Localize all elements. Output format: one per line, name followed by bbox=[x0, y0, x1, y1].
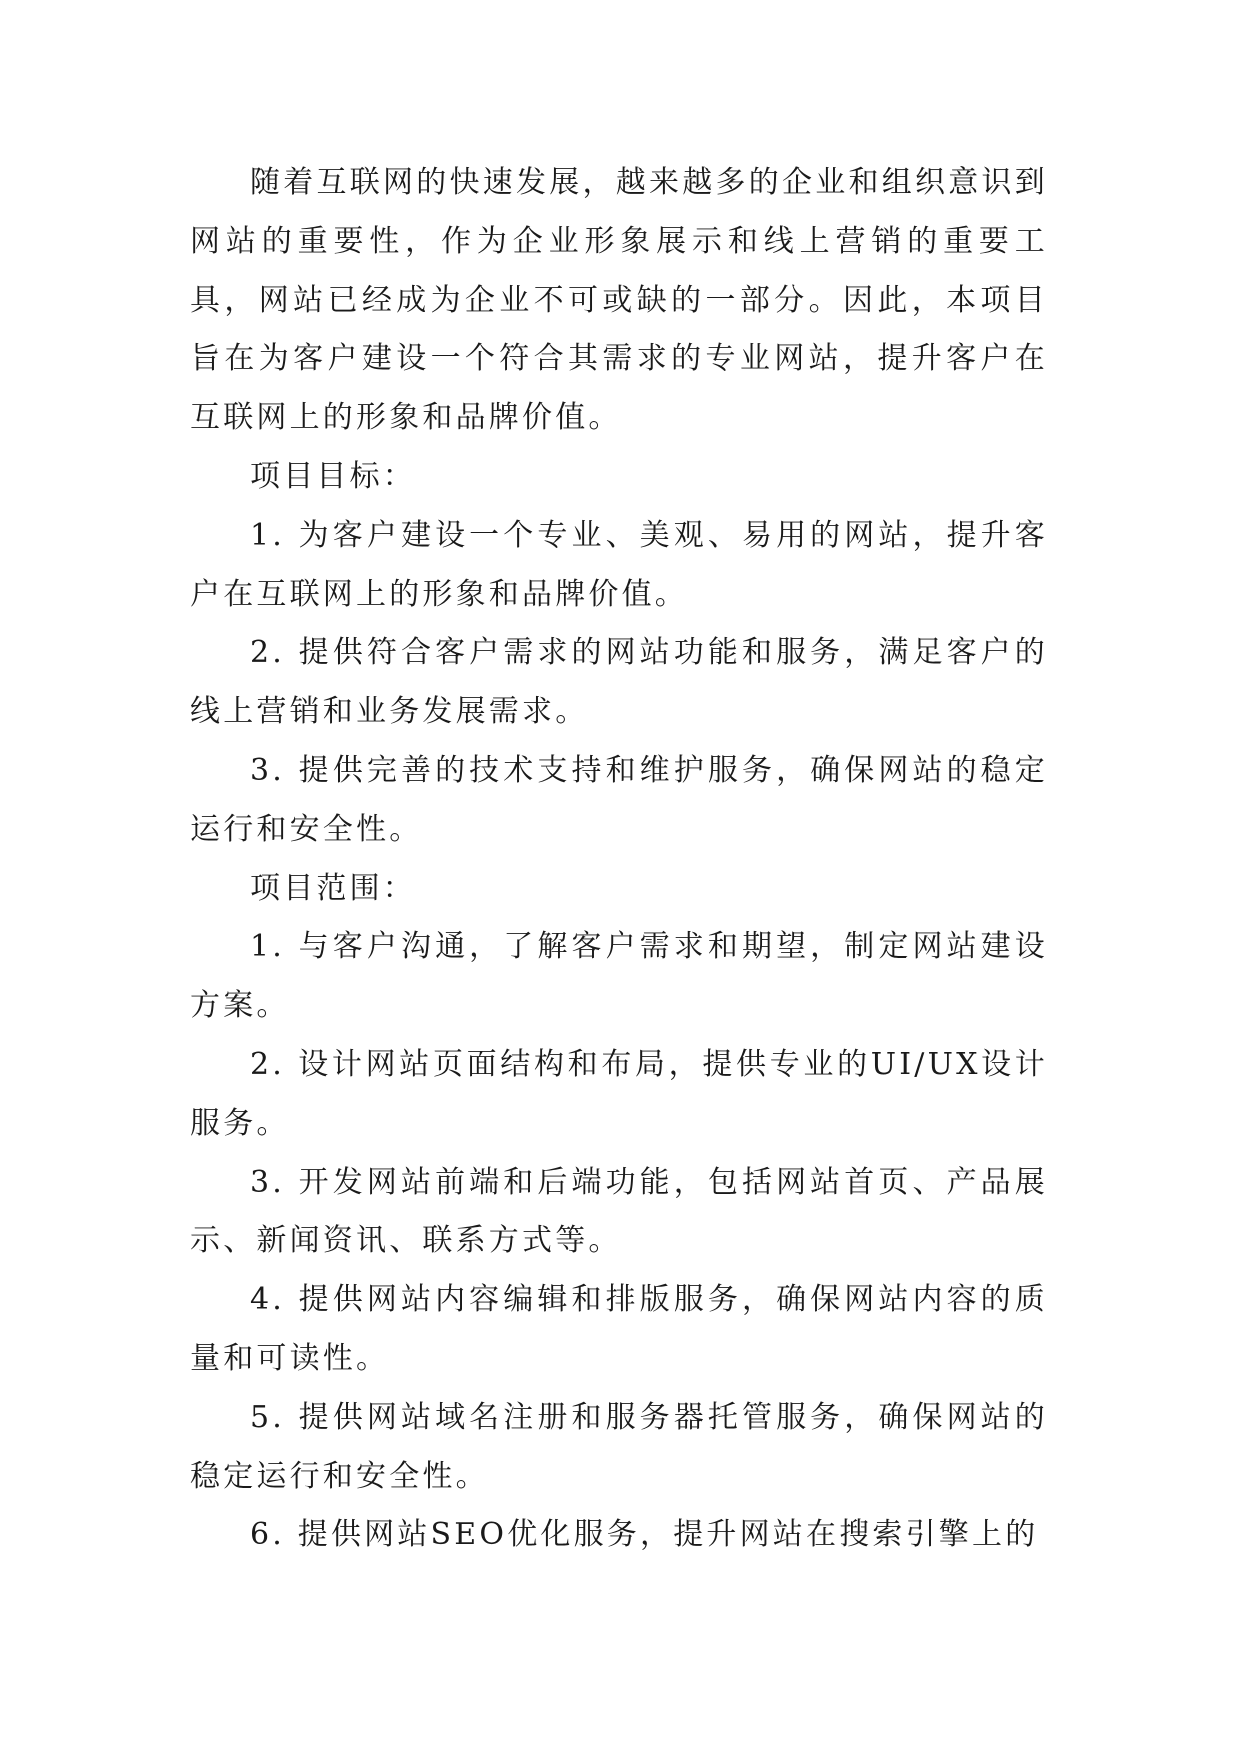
goal-item-2: 2. 提供符合客户需求的网站功能和服务，满足客户的线上营销和业务发展需求。 bbox=[190, 635, 1048, 730]
heading-project-scope: 项目范围： bbox=[250, 870, 416, 906]
heading-project-goals: 项目目标： bbox=[250, 458, 416, 494]
scope-item-6: 6. 提供网站SEO优化服务，提升网站在搜索引擎上的 bbox=[250, 1517, 1039, 1553]
scope-item-5: 5. 提供网站域名注册和服务器托管服务，确保网站的稳定运行和安全性。 bbox=[190, 1399, 1048, 1494]
paragraph-intro: 随着互联网的快速发展，越来越多的企业和组织意识到网站的重要性，作为企业形象展示和线上营销的重要工具，网站已经成为企业不可或缺的一部分。因此，本项目旨在为客户建设一个符合其需求的专业网站，提升客户在互联网上的形象和品牌价值。 bbox=[190, 165, 1048, 436]
goal-item-1: 1. 为客户建设一个专业、美观、易用的网站，提升客户在互联网上的形象和品牌价值。 bbox=[190, 517, 1048, 612]
scope-item-3: 3. 开发网站前端和后端功能，包括网站首页、产品展示、新闻资讯、联系方式等。 bbox=[190, 1164, 1048, 1259]
goal-item-3: 3. 提供完善的技术支持和维护服务，确保网站的稳定运行和安全性。 bbox=[190, 752, 1048, 847]
document-body bbox=[190, 154, 1048, 1565]
scope-item-2: 2. 设计网站页面结构和布局，提供专业的UI/UX设计服务。 bbox=[190, 1046, 1048, 1141]
scope-item-1: 1. 与客户沟通，了解客户需求和期望，制定网站建设方案。 bbox=[190, 929, 1048, 1024]
scope-item-4: 4. 提供网站内容编辑和排版服务，确保网站内容的质量和可读性。 bbox=[190, 1282, 1048, 1376]
